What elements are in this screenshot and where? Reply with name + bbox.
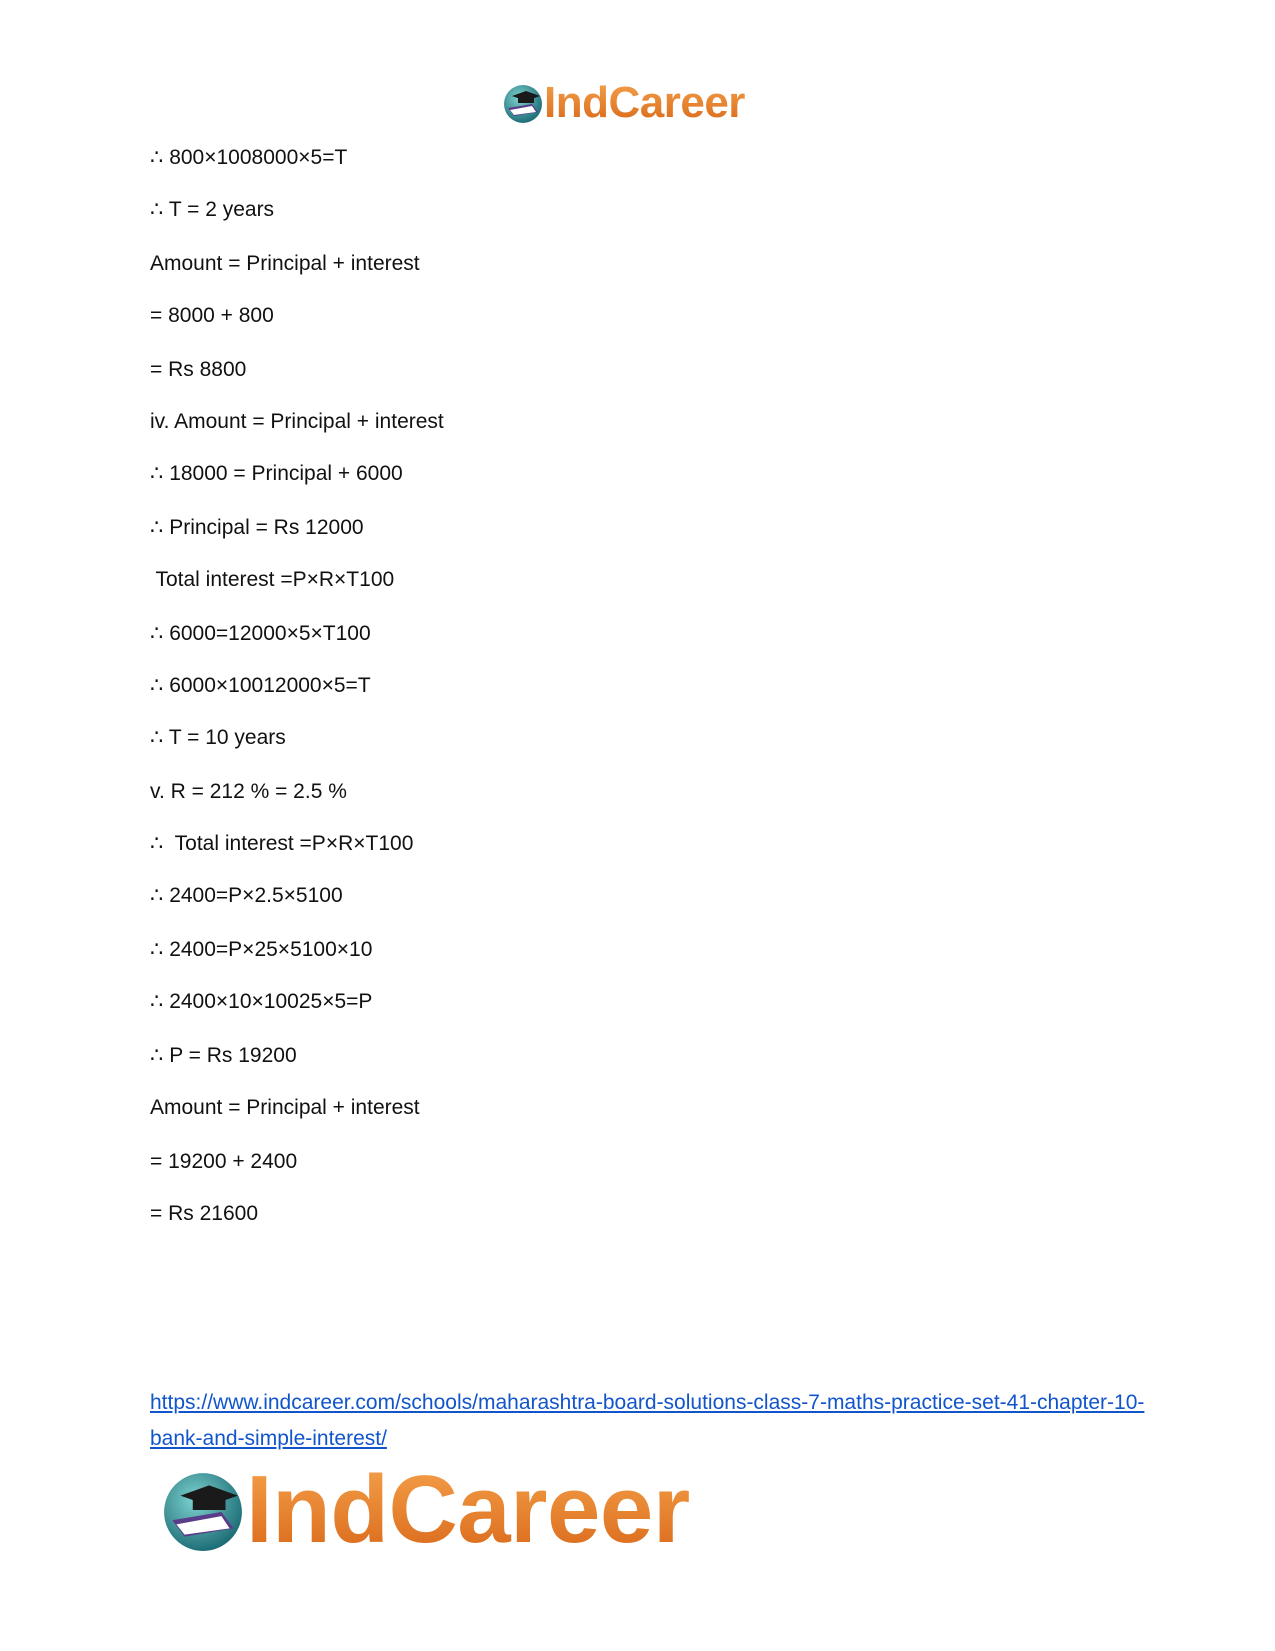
solution-line: v. R = 212 % = 2.5 %	[150, 780, 347, 803]
solution-line: Amount = Principal + interest	[150, 1096, 420, 1119]
solution-line: = 19200 + 2400	[150, 1150, 298, 1173]
solution-line: ∴ 2400=P×2.5×5100	[150, 884, 343, 907]
solution-line: = Rs 8800	[150, 358, 247, 381]
footer-logo-text: IndCareer	[246, 1456, 690, 1563]
solution-line: ∴ T = 10 years	[150, 726, 286, 749]
solution-line: ∴ T = 2 years	[150, 198, 275, 221]
graduation-book-globe-icon	[502, 82, 544, 124]
graduation-book-globe-icon	[160, 1467, 246, 1553]
solution-line: = 8000 + 800	[150, 304, 274, 327]
solution-line: ∴ Principal = Rs 12000	[150, 516, 364, 539]
solution-line: ∴ 800×1008000×5=T	[150, 146, 348, 169]
solution-line: Total interest =P×R×T100	[150, 568, 395, 591]
solution-line: ∴ 2400=P×25×5100×10	[150, 938, 373, 961]
solution-line: ∴ 2400×10×10025×5=P	[150, 990, 373, 1013]
header-logo-text: IndCareer	[544, 78, 745, 127]
solution-line: iv. Amount = Principal + interest	[150, 410, 444, 433]
solution-line: ∴ 6000×10012000×5=T	[150, 674, 371, 697]
solution-line: ∴ Total interest =P×R×T100	[150, 832, 414, 855]
source-link[interactable]: https://www.indcareer.com/schools/maharashtra-board-solutions-class-7-maths-practice-set-41-chapter-10-bank-and-simple-interest/	[150, 1391, 1145, 1450]
header-logo	[502, 78, 745, 128]
solution-line: ∴ 6000=12000×5×T100	[150, 622, 371, 645]
solution-line: ∴ P = Rs 19200	[150, 1044, 297, 1067]
solution-line: ∴ 18000 = Principal + 6000	[150, 462, 403, 485]
solution-line: = Rs 21600	[150, 1202, 258, 1225]
solution-line: Amount = Principal + interest	[150, 252, 420, 275]
footer-logo	[160, 1456, 690, 1563]
